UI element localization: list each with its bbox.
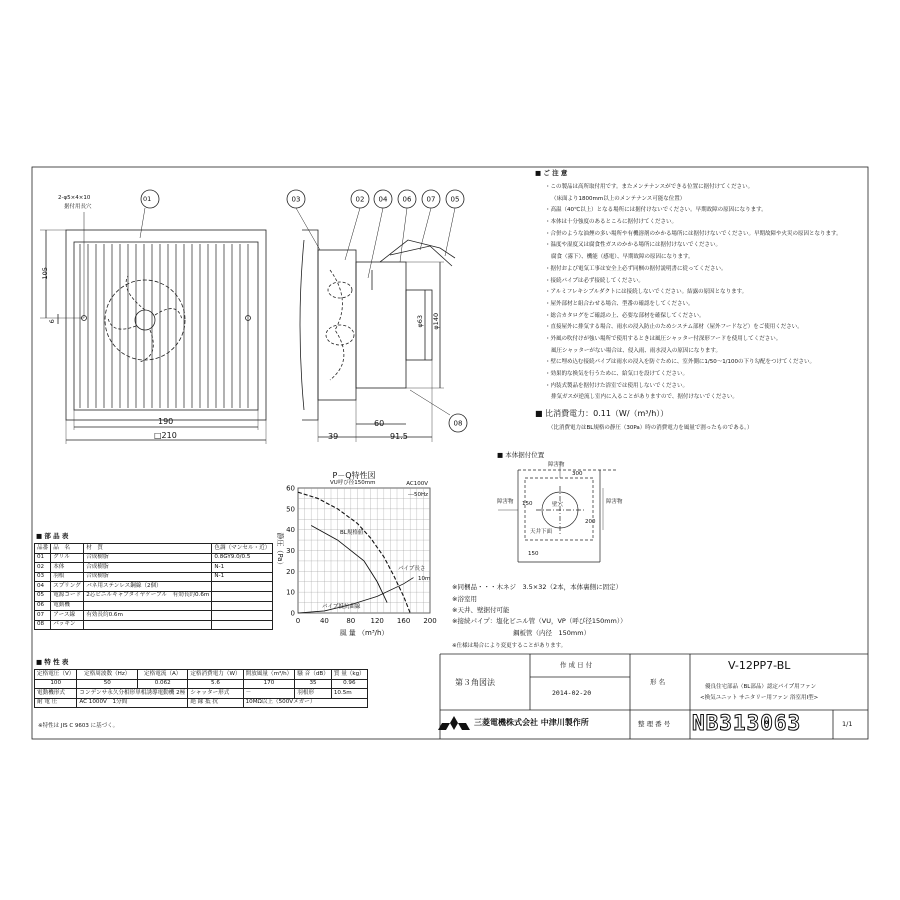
accessory-line-1: ※同梱品・・・木ネジ 3.5×32（2本，本体裏側に固定） [452, 583, 623, 591]
mount-ceiling-label: 天井下面 [530, 529, 553, 535]
mount-dim-1: 300 [572, 471, 583, 477]
notes-list [545, 185, 865, 407]
company-name: 三菱電機株式会社 中津川製作所 [474, 718, 589, 727]
specs-value-cell: 5.6 [188, 679, 243, 689]
mount-obstacle-top: 障害物 [548, 462, 565, 468]
mount-position-diagram [498, 462, 618, 562]
pq-x-tick: 40 [319, 617, 329, 625]
pq-y-tick: 30 [286, 547, 295, 555]
page-number: 1/1 [842, 720, 853, 728]
specs-header-cell: 開放風量（m³/h） [243, 670, 295, 680]
accessory-line-4: ※接続パイプ：塩化ビニル管（VU，VP（呼び径150mm）） [452, 617, 627, 625]
specs-voltage-cell: AC 1000V 1分間 [77, 698, 188, 708]
note-line: ・温度や湿度又は腐食性ガスのかかる場所には据付けないでください。 [545, 242, 722, 249]
parts-cell: 合成樹脂 [84, 563, 212, 573]
note-line: ・アルミフレキシブルダクトには接続しないでください。結露の原因となります。 [545, 289, 748, 296]
doc-number-label: 整 理 番 号 [638, 720, 671, 728]
specs-motor-cell: シャッター形式 [188, 689, 243, 699]
specs-motor-cell: － [243, 689, 295, 699]
pq-y-tick: 50 [286, 505, 295, 514]
note-line: 腐食（霧下）、機能（感電）、早期故障の原因になります。 [551, 254, 694, 261]
note-line: ・本体は十分強度のあるところに据付けてください。 [545, 219, 678, 226]
specs-value-cell: 50 [77, 679, 138, 689]
parts-cell: スプリング [51, 582, 84, 592]
pq-annotation: パイプ長さ [398, 566, 426, 572]
pq-legend-voltage: AC100V [406, 481, 428, 487]
projection-label: 第３角図法 [455, 678, 495, 687]
table-row [35, 601, 273, 611]
note-line: ・直接屋外に排気する場合、雨水の浸入防止のためシステム部材（屋外フードなど）をご使用ください。 [545, 324, 803, 331]
specs-header-cell: 定格電流（A） [138, 670, 188, 680]
mount-heading: ■ 本体据付位置 [497, 451, 545, 459]
note-line: ・据付および電気工事は安全上必ず同梱の据付説明書に従ってください。 [545, 265, 727, 272]
specs-value-cell: 0.062 [138, 679, 188, 689]
parts-cell [212, 620, 273, 630]
dim-140: φ140 [432, 312, 441, 330]
power-heading: ■ 比消費電力：0.11（W/（m³/h）） [535, 409, 669, 418]
parts-cell: 07 [35, 611, 51, 621]
power-note: （比消費電力はBL規格の静圧（30Pa）時の消費電力を風量で割ったものである。） [548, 425, 753, 431]
parts-cell [212, 611, 273, 621]
part-bubble-label: 07 [426, 195, 436, 204]
model-desc-2: <換気ユニット サニタリー用ファン 浴室用Ⅰ型> [700, 695, 819, 701]
specs-value-cell: 35 [295, 679, 332, 689]
parts-cell: N-1 [212, 563, 273, 573]
parts-cell: 本体 [51, 563, 84, 573]
mount-dim-4: 150 [528, 551, 539, 557]
parts-cell: 合成樹脂 [84, 572, 212, 582]
part-bubble-label: 05 [450, 195, 460, 204]
dim-91-5: 91.5 [390, 432, 408, 441]
accessory-line-5: 鋼板管（内径 150mm） [513, 629, 591, 637]
specs-voltage-cell: 10MΩ以上（500Vメガー） [243, 698, 367, 708]
specs-motor-cell: 10.5m [331, 689, 367, 699]
note-line: ・効果的な換気を行うために、給気口を設けてください。 [545, 371, 689, 377]
parts-cell: 02 [35, 563, 51, 573]
parts-cell: 電源コード [51, 591, 84, 601]
part-bubble-label: 06 [402, 195, 412, 204]
table-row [35, 572, 273, 582]
pq-title: P－Q特性図 [332, 471, 376, 480]
parts-cell: アース線 [51, 611, 84, 621]
part-bubble-label: 02 [355, 195, 365, 204]
parts-cell: パッキン [51, 620, 84, 630]
note-line: ・合併のような油煙の多い場所や有機溶剤のかかる場所には据付けないでください。早期故障や火災の原因となります。 [545, 230, 842, 237]
note-line: ・屋外部材と組合わせる場合、型番の確認をしてください。 [545, 300, 694, 307]
specs-motor-cell: コンデンサ永久分相形単相誘導電動機 2極 [77, 689, 188, 699]
parts-cell [84, 601, 212, 611]
parts-cell: グリル [51, 553, 84, 563]
accessory-line-2: ※浴室用 [452, 595, 477, 603]
mitsubishi-logo-icon [438, 716, 470, 730]
pq-x-tick: 120 [370, 617, 384, 625]
table-row [35, 611, 273, 621]
specs-voltage-cell: 絶 縁 抵 抗 [188, 698, 243, 708]
accessory-line-3: ※天井、壁据付可能 [452, 606, 510, 614]
parts-cell: 羽根 [51, 572, 84, 582]
parts-cell [212, 591, 273, 601]
pq-y-label: 静圧（Pa） [276, 532, 284, 569]
parts-cell: 有効長約0.6m [84, 611, 212, 621]
note-line: 排気ガスが逆流し室内に入ることがありますので、据付けないでください。 [551, 394, 738, 401]
pq-y-tick: 40 [286, 526, 295, 535]
note-line: ・総合カタログをご確認の上、必要な部材を確保してください。 [545, 312, 705, 319]
parts-header-cell: 材 質 [84, 544, 212, 554]
pq-annotation: パイプ抵抗曲線 [322, 604, 361, 610]
pq-x-tick: 160 [396, 617, 411, 625]
dim-39: 39 [328, 432, 339, 441]
pq-annotation: 10m [418, 576, 431, 582]
pq-y-tick: 10 [286, 588, 295, 597]
specs-value-cell: 100 [35, 679, 77, 689]
front-view [40, 190, 266, 444]
parts-cell: バネ用ステンレス鋼線（2個） [84, 582, 212, 592]
mount-obstacle-right: 障害物 [606, 499, 623, 505]
table-row [35, 620, 273, 630]
notes-heading: ■ ご 注 意 [535, 169, 568, 177]
date-value: 2014-02-20 [552, 689, 592, 697]
table-row [35, 563, 273, 573]
parts-cell [84, 620, 212, 630]
parts-cell [212, 582, 273, 592]
mount-dim-3: 200 [585, 519, 596, 525]
pq-y-tick: 20 [286, 567, 295, 576]
note-line: 風圧シャッターがない場合は、侵入雨、雨水浸入の原因になります。 [551, 347, 721, 354]
table-row [35, 553, 273, 563]
specs-note: ※特性は JIS C 9603 に基づく。 [38, 723, 119, 729]
note-line: ・壁に埋め込む接続パイプは雨水の浸入を防ぐために、室外側に1/50～1/100の下り勾配をつけてください。 [545, 359, 816, 366]
model-desc-1: 優良住宅部品（BL部品）認定パイプ用ファン [705, 684, 817, 690]
parts-header-cell: 品 名 [51, 544, 84, 554]
specs-header-cell: 定格周波数（Hz） [77, 670, 138, 680]
parts-cell: N-1 [212, 572, 273, 582]
parts-cell [212, 601, 273, 611]
dim-210: □210 [154, 431, 177, 440]
parts-header-cell: 色調（マンセル・近） [212, 544, 273, 554]
parts-table [34, 543, 273, 630]
mount-dim-2: 150 [522, 501, 533, 507]
pq-x-label: 風 量 （m³/h） [339, 629, 389, 637]
parts-cell: 0.8GY9.0/0.5 [212, 553, 273, 563]
specs-header-cell: 定格電圧（V） [35, 670, 77, 680]
parts-cell: 電動機 [51, 601, 84, 611]
specs-value-cell: 170 [243, 679, 295, 689]
part-bubble-label: 08 [453, 419, 463, 428]
mount-obstacle-left: 障害物 [497, 499, 514, 505]
table-row [35, 582, 273, 592]
spec-change-footnote: ※仕様は場合により変更することがあります。 [452, 643, 567, 649]
parts-cell: 03 [35, 572, 51, 582]
mount-center-label: 壁穴 [552, 502, 564, 508]
specs-header-cell: 定格消費電力（W） [188, 670, 243, 680]
parts-cell: 06 [35, 601, 51, 611]
note-line: ・接続パイプは必ず接続してください。 [545, 277, 644, 284]
specs-value-cell: 0.96 [331, 679, 367, 689]
pq-x-tick: 80 [346, 617, 356, 625]
dim-63: φ63 [416, 314, 425, 328]
specs-heading: ■ 特 性 表 [36, 658, 69, 666]
specs-header-cell: 騒 音（dB） [295, 670, 332, 680]
pq-annotation: BL規格値 [340, 530, 364, 536]
parts-cell: 01 [35, 553, 51, 563]
bubble-01-label: 01 [143, 195, 152, 203]
parts-cell: 2芯ビニルキャブタイヤケーブル 有効長約0.6m [84, 591, 212, 601]
specs-motor-cell: 電動機形式 [35, 689, 77, 699]
pq-x-tick: 0 [295, 617, 301, 625]
date-label: 作 成 日 付 [560, 661, 593, 669]
pq-annotation: VU呼び径150mm [330, 480, 376, 486]
table-row [35, 591, 273, 601]
parts-cell: 05 [35, 591, 51, 601]
doc-number: NB313063 [692, 711, 802, 735]
dim-105: 105 [40, 267, 49, 280]
part-bubble-label: 03 [291, 195, 301, 204]
pq-legend-freq: ---50Hz [408, 492, 428, 498]
specs-header-cell: 質 量（kg） [331, 670, 367, 680]
note-line: ・高温（40℃以上）となる場所には据付けないでください。早期故障の原因になります。 [545, 207, 767, 214]
model-number: V-12PP7-BL [728, 659, 791, 672]
name-label: 形 名 [650, 678, 666, 686]
note-line: ・この製品は高所取付用です。またメンテナンスができる位置に据付けてください。 [545, 184, 754, 190]
specs-voltage-cell: 耐 電 圧 [35, 698, 77, 708]
parts-cell: 08 [35, 620, 51, 630]
dim-190: 190 [158, 417, 174, 426]
note-line: （床面より1800mm以上のメンテナンス可能な位置） [551, 195, 686, 202]
specs-motor-cell: 羽根形 [295, 689, 332, 699]
dim-60: 60 [374, 419, 385, 428]
dim-6: 6 [47, 319, 56, 324]
pq-y-tick: 60 [286, 484, 295, 493]
part-bubble-label: 04 [378, 195, 388, 204]
pq-y-tick: 0 [290, 609, 295, 618]
hole-spec-label: 2-φ5×4×10 [58, 195, 91, 201]
note-line: ・外風の吹付けが強い場所で使用するときは風圧シャッター付深形フードを使用してください。 [545, 335, 782, 342]
parts-cell: 合成樹脂 [84, 553, 212, 563]
parts-cell: 04 [35, 582, 51, 592]
parts-heading: ■ 部 品 表 [36, 532, 69, 540]
specs-table [34, 669, 368, 708]
pq-x-tick: 200 [423, 617, 437, 625]
hole-spec-sub: 据付用長穴 [64, 204, 92, 210]
note-line: ・内装式製品を据付けた浴室では使用しないでください。 [545, 382, 689, 389]
parts-header-cell: 品番 [35, 544, 51, 554]
